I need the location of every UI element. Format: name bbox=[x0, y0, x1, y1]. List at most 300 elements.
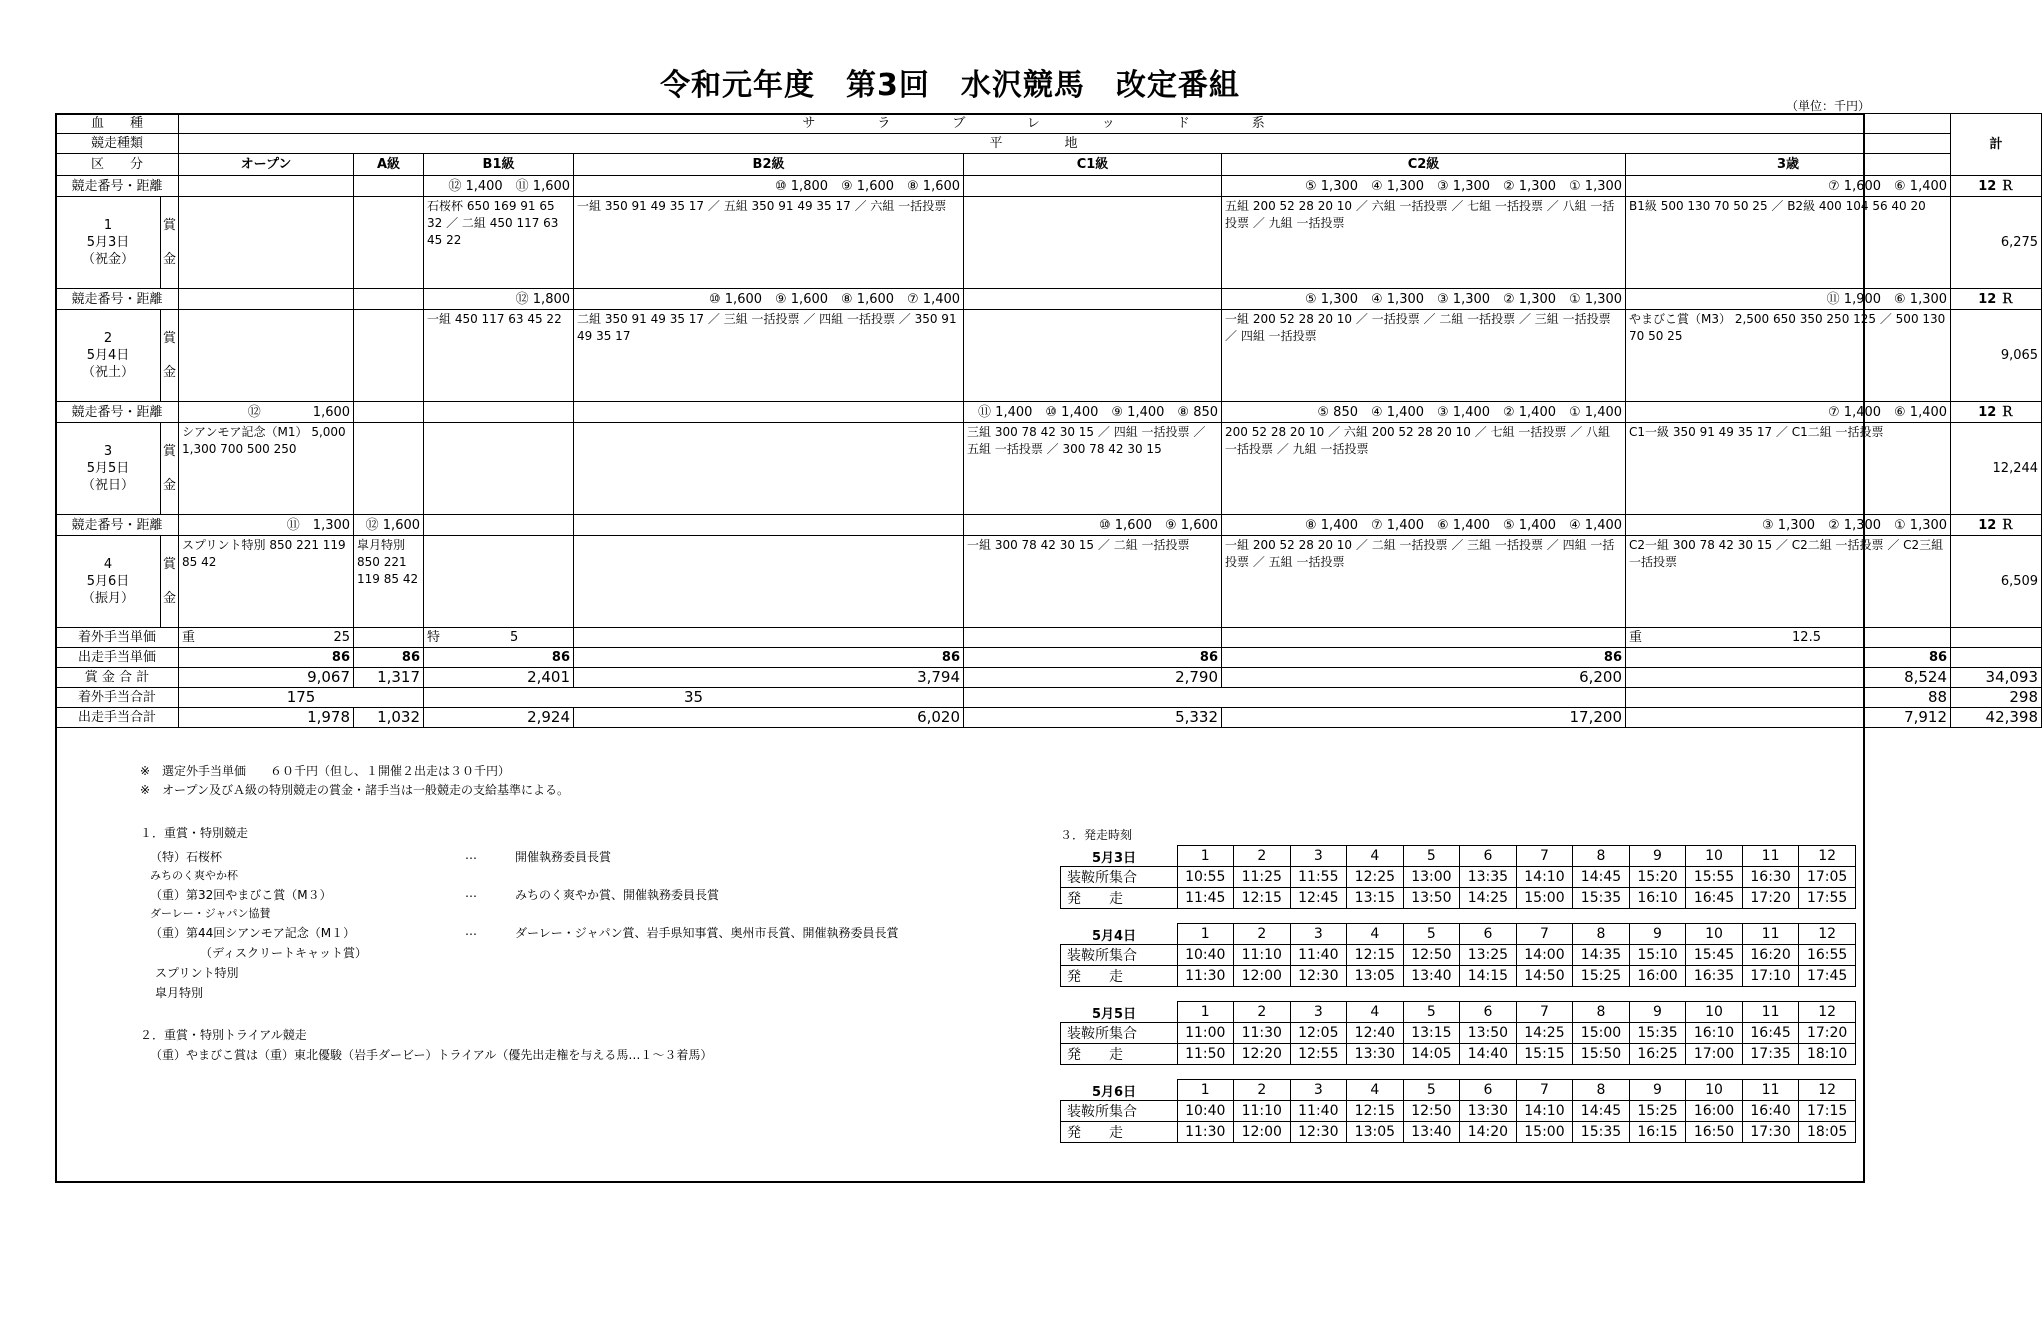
prize-cell bbox=[424, 536, 574, 628]
race-no: 8 bbox=[1573, 846, 1630, 867]
time: 16:45 bbox=[1742, 1023, 1799, 1044]
time: 16:45 bbox=[1686, 888, 1743, 909]
day-label bbox=[56, 310, 161, 402]
race-no: 9 bbox=[1629, 1080, 1686, 1101]
start-unit: 86 bbox=[354, 648, 424, 668]
time: 10:40 bbox=[1177, 1101, 1234, 1122]
prize-cell: 石桜杯 650 169 91 65 32 ／ 二組 450 117 63 45 22 bbox=[424, 197, 574, 289]
race-distance bbox=[574, 402, 964, 423]
time: 16:50 bbox=[1686, 1122, 1743, 1143]
time: 15:25 bbox=[1573, 966, 1630, 987]
prize-cell: B1級 500 130 70 50 25 ／ B2級 400 104 56 40 20 bbox=[1626, 197, 1951, 289]
time: 16:55 bbox=[1799, 945, 1856, 966]
time: 17:10 bbox=[1742, 966, 1799, 987]
time: 15:35 bbox=[1573, 888, 1630, 909]
class-c1: C1級 bbox=[964, 154, 1222, 176]
race-no: 1 bbox=[1177, 1080, 1234, 1101]
start-unit-total bbox=[1951, 648, 2042, 668]
bloodline-label: 血 種 bbox=[56, 114, 179, 134]
start-total: 6,020 bbox=[574, 708, 964, 728]
time: 13:40 bbox=[1403, 966, 1460, 987]
race-no: 10 bbox=[1686, 1080, 1743, 1101]
race-no-label: 競走番号・距離 bbox=[56, 289, 179, 310]
time: 16:40 bbox=[1742, 1101, 1799, 1122]
time: 11:30 bbox=[1234, 1023, 1291, 1044]
race-distance: ⑫ 1,400 ⑪ 1,600 bbox=[424, 176, 574, 197]
race-distance bbox=[964, 176, 1222, 197]
prize-label: 賞 金 bbox=[161, 197, 179, 289]
time: 18:10 bbox=[1799, 1044, 1856, 1065]
race-distance: ⑧ 1,400 ⑦ 1,400 ⑥ 1,400 ⑤ 1,400 ④ 1,400 bbox=[1222, 515, 1626, 536]
day-holiday: （祝土） bbox=[81, 365, 134, 380]
day-no: 2 bbox=[103, 331, 113, 346]
prize-cell: 皐月特別 850 221 119 85 42 bbox=[354, 536, 424, 628]
out-unit-total bbox=[1951, 628, 2042, 648]
time: 15:20 bbox=[1629, 867, 1686, 888]
day-total: 6,509 bbox=[1951, 536, 2042, 628]
time: 12:15 bbox=[1347, 1101, 1404, 1122]
race-no: 5 bbox=[1403, 1002, 1460, 1023]
time: 12:25 bbox=[1347, 867, 1404, 888]
day-total: 6,275 bbox=[1951, 197, 2042, 289]
time: 14:25 bbox=[1516, 1023, 1573, 1044]
start-unit: 86 bbox=[1626, 648, 1951, 668]
race-no: 7 bbox=[1516, 924, 1573, 945]
time: 11:55 bbox=[1290, 867, 1347, 888]
day-total: 12,244 bbox=[1951, 423, 2042, 515]
race-distance bbox=[354, 176, 424, 197]
out-total-c bbox=[964, 688, 1626, 708]
prize-total-label: 賞 金 合 計 bbox=[56, 668, 179, 688]
time: 11:45 bbox=[1177, 888, 1234, 909]
race-no: 9 bbox=[1629, 924, 1686, 945]
race-no-label: 競走番号・距離 bbox=[56, 402, 179, 423]
time: 16:35 bbox=[1686, 966, 1743, 987]
race-distance bbox=[424, 402, 574, 423]
start-unit: 86 bbox=[179, 648, 354, 668]
start-times-table-day2 bbox=[1060, 923, 1856, 987]
time: 13:05 bbox=[1347, 966, 1404, 987]
time: 11:10 bbox=[1234, 1101, 1291, 1122]
time: 11:30 bbox=[1177, 966, 1234, 987]
time: 15:50 bbox=[1573, 1044, 1630, 1065]
time: 11:25 bbox=[1234, 867, 1291, 888]
time: 14:00 bbox=[1516, 945, 1573, 966]
bloodline-value: サラブレッド系 bbox=[179, 114, 1951, 134]
start-label: 発 走 bbox=[1061, 888, 1178, 909]
race-no: 7 bbox=[1516, 1080, 1573, 1101]
time: 12:20 bbox=[1234, 1044, 1291, 1065]
race-distance bbox=[354, 402, 424, 423]
section-2-title: ２．重賞・特別トライアル競走 bbox=[140, 1028, 307, 1042]
start-unit: 86 bbox=[1222, 648, 1626, 668]
dots: … bbox=[465, 848, 477, 862]
race-no: 4 bbox=[1347, 1002, 1404, 1023]
time: 17:45 bbox=[1799, 966, 1856, 987]
race-distance: ⑩ 1,800 ⑨ 1,600 ⑧ 1,600 bbox=[574, 176, 964, 197]
out-total-b: 35 bbox=[424, 688, 964, 708]
time: 11:40 bbox=[1290, 1101, 1347, 1122]
prize-cell bbox=[354, 310, 424, 402]
start-times-title: ３．発走時刻 bbox=[1060, 828, 1133, 842]
time: 15:25 bbox=[1629, 1101, 1686, 1122]
special-race-3-sub: （ディスクリートキャット賞） bbox=[200, 946, 368, 960]
class-label: 区 分 bbox=[56, 154, 179, 176]
time: 16:15 bbox=[1629, 1122, 1686, 1143]
trial-race-note: （重）やまびこ賞は（重）東北優駿（岩手ダービー）トライアル（優先出走権を与える馬…１～３着馬） bbox=[150, 1048, 713, 1062]
prize-label: 賞 金 bbox=[161, 536, 179, 628]
race-no: 11 bbox=[1742, 1002, 1799, 1023]
gather-label: 装鞍所集合 bbox=[1061, 1023, 1178, 1044]
time: 17:55 bbox=[1799, 888, 1856, 909]
time: 11:40 bbox=[1290, 945, 1347, 966]
day-label bbox=[56, 197, 161, 289]
race-distance: ⑫ 1,600 bbox=[179, 402, 354, 423]
time: 15:00 bbox=[1516, 1122, 1573, 1143]
race-no: 4 bbox=[1347, 924, 1404, 945]
gather-label: 装鞍所集合 bbox=[1061, 945, 1178, 966]
race-no: 8 bbox=[1573, 1002, 1630, 1023]
time: 13:15 bbox=[1347, 888, 1404, 909]
race-no: 2 bbox=[1234, 924, 1291, 945]
start-times-table-day4 bbox=[1060, 1079, 1856, 1143]
time: 14:40 bbox=[1460, 1044, 1517, 1065]
time: 16:10 bbox=[1629, 888, 1686, 909]
sponsor-1: みちのく爽やか杯 bbox=[150, 869, 238, 882]
race-distance: ⑩ 1,600 ⑨ 1,600 ⑧ 1,600 ⑦ 1,400 bbox=[574, 289, 964, 310]
race-no: 3 bbox=[1290, 1080, 1347, 1101]
total-header: 計 bbox=[1951, 114, 2042, 176]
day-holiday: （祝日） bbox=[81, 478, 134, 493]
day-holiday: （振月） bbox=[81, 591, 134, 606]
race-distance: ⑩ 1,600 ⑨ 1,600 bbox=[964, 515, 1222, 536]
race-no: 11 bbox=[1742, 924, 1799, 945]
time: 16:00 bbox=[1629, 966, 1686, 987]
time: 14:45 bbox=[1573, 1101, 1630, 1122]
race-no: 6 bbox=[1460, 1002, 1517, 1023]
race-no: 5 bbox=[1403, 846, 1460, 867]
prize-cell: 200 52 28 20 10 ／ 六組 200 52 28 20 10 ／ 七組 一括投票 ／ 八組 一括投票 ／ 九組 一括投票 bbox=[1222, 423, 1626, 515]
race-no: 8 bbox=[1573, 924, 1630, 945]
st-day-label: 5月5日 bbox=[1092, 1007, 1137, 1022]
time: 14:05 bbox=[1403, 1044, 1460, 1065]
start-total-label: 出走手当合計 bbox=[56, 708, 179, 728]
time: 14:45 bbox=[1573, 867, 1630, 888]
time: 14:50 bbox=[1516, 966, 1573, 987]
award-3: ダーレー・ジャパン賞、岩手県知事賞、奥州市長賞、開催執務委員長賞 bbox=[515, 926, 899, 940]
race-no: 11 bbox=[1742, 846, 1799, 867]
time: 11:10 bbox=[1234, 945, 1291, 966]
special-race-1: （特）石桜杯 bbox=[150, 850, 223, 864]
time: 17:20 bbox=[1799, 1023, 1856, 1044]
day-total: 9,065 bbox=[1951, 310, 2042, 402]
race-no: 8 bbox=[1573, 1080, 1630, 1101]
class-a: A級 bbox=[354, 154, 424, 176]
time: 12:50 bbox=[1403, 1101, 1460, 1122]
gather-label: 装鞍所集合 bbox=[1061, 1101, 1178, 1122]
race-no: 5 bbox=[1403, 924, 1460, 945]
day-no: 3 bbox=[103, 444, 113, 459]
race-no: 9 bbox=[1629, 1002, 1686, 1023]
page-title: 令和元年度 第3回 水沢競馬 改定番組 bbox=[660, 68, 1240, 103]
special-race-4: スプリント特別 bbox=[155, 966, 239, 980]
race-no: 3 bbox=[1290, 924, 1347, 945]
time: 13:00 bbox=[1403, 867, 1460, 888]
race-distance bbox=[179, 289, 354, 310]
prize-cell: 五組 200 52 28 20 10 ／ 六組 一括投票 ／ 七組 一括投票 ／ 八組 一括投票 ／ 九組 一括投票 bbox=[1222, 197, 1626, 289]
time: 15:00 bbox=[1516, 888, 1573, 909]
time: 12:40 bbox=[1347, 1023, 1404, 1044]
time: 12:00 bbox=[1234, 1122, 1291, 1143]
race-no: 2 bbox=[1234, 1080, 1291, 1101]
race-no: 12 bbox=[1799, 924, 1856, 945]
time: 11:30 bbox=[1177, 1122, 1234, 1143]
time: 14:10 bbox=[1516, 1101, 1573, 1122]
prize-cell bbox=[424, 423, 574, 515]
race-distance bbox=[424, 515, 574, 536]
time: 12:15 bbox=[1347, 945, 1404, 966]
prize-cell: 二組 350 91 49 35 17 ／ 三組 一括投票 ／ 四組 一括投票 ／ 350 91 49 35 17 bbox=[574, 310, 964, 402]
prize-cell: 一組 450 117 63 45 22 bbox=[424, 310, 574, 402]
dots: … bbox=[465, 924, 477, 938]
time: 16:25 bbox=[1629, 1044, 1686, 1065]
prize-label: 賞 金 bbox=[161, 423, 179, 515]
prize-total: 1,317 bbox=[354, 668, 424, 688]
prize-cell bbox=[964, 197, 1222, 289]
time: 17:00 bbox=[1686, 1044, 1743, 1065]
prize-total: 6,200 bbox=[1222, 668, 1626, 688]
unit-note: （単位：千円） bbox=[1785, 99, 1870, 113]
time: 15:55 bbox=[1686, 867, 1743, 888]
prize-total: 2,790 bbox=[964, 668, 1222, 688]
prize-cell: 三組 300 78 42 30 15 ／ 四組 一括投票 ／ 五組 一括投票 ／ 300 78 42 30 15 bbox=[964, 423, 1222, 515]
prize-cell: やまびこ賞（M3） 2,500 650 350 250 125 ／ 500 130 70 50 25 bbox=[1626, 310, 1951, 402]
st-day-label: 5月4日 bbox=[1092, 929, 1137, 944]
prize-total: 3,794 bbox=[574, 668, 964, 688]
st-start-row bbox=[1061, 888, 1856, 909]
race-type-label: 競走種類 bbox=[56, 134, 179, 154]
race-distance bbox=[179, 176, 354, 197]
time: 11:00 bbox=[1177, 1023, 1234, 1044]
out-unit-b2 bbox=[574, 628, 964, 648]
day-date: 5月3日 bbox=[86, 235, 130, 250]
race-count: 12 Ｒ bbox=[1951, 176, 2042, 197]
race-type-value: 平地 bbox=[179, 134, 1951, 154]
race-no: 12 bbox=[1799, 1080, 1856, 1101]
class-b1: B1級 bbox=[424, 154, 574, 176]
time: 16:10 bbox=[1686, 1023, 1743, 1044]
race-no: 5 bbox=[1403, 1080, 1460, 1101]
time: 15:00 bbox=[1573, 1023, 1630, 1044]
race-count: 12 Ｒ bbox=[1951, 289, 2042, 310]
time: 12:55 bbox=[1290, 1044, 1347, 1065]
out-unit-a bbox=[354, 628, 424, 648]
note-1: ※ 選定外手当単価 ６０千円（但し、１開催２出走は３０千円） bbox=[140, 764, 511, 778]
race-distance: ⑦ 1,400 ⑥ 1,400 bbox=[1626, 402, 1951, 423]
out-unit-label: 着外手当単価 bbox=[56, 628, 179, 648]
time: 14:10 bbox=[1516, 867, 1573, 888]
time: 13:35 bbox=[1460, 867, 1517, 888]
time: 12:00 bbox=[1234, 966, 1291, 987]
prize-total: 9,067 bbox=[179, 668, 354, 688]
race-no: 12 bbox=[1799, 1002, 1856, 1023]
time: 17:05 bbox=[1799, 867, 1856, 888]
race-no: 11 bbox=[1742, 1080, 1799, 1101]
special-race-2: （重）第32回やまびこ賞（M３） bbox=[150, 888, 332, 902]
out-total-open-a: 175 bbox=[179, 688, 424, 708]
race-no: 1 bbox=[1177, 924, 1234, 945]
out-unit-open: 重 25 bbox=[179, 628, 354, 648]
day-label bbox=[56, 536, 161, 628]
dots: … bbox=[465, 886, 477, 900]
prize-cell: 一組 200 52 28 20 10 ／ 二組 一括投票 ／ 三組 一括投票 ／ 四組 一括投票 ／ 五組 一括投票 bbox=[1222, 536, 1626, 628]
start-total-grand: 42,398 bbox=[1951, 708, 2042, 728]
time: 13:25 bbox=[1460, 945, 1517, 966]
time: 13:15 bbox=[1403, 1023, 1460, 1044]
out-total-3yo: 88 bbox=[1626, 688, 1951, 708]
start-label: 発 走 bbox=[1061, 966, 1178, 987]
time: 15:10 bbox=[1629, 945, 1686, 966]
time: 13:05 bbox=[1347, 1122, 1404, 1143]
race-no: 7 bbox=[1516, 846, 1573, 867]
race-no: 9 bbox=[1629, 846, 1686, 867]
schedule-table bbox=[55, 113, 2042, 728]
out-unit-b1: 特 5 bbox=[424, 628, 574, 648]
race-no: 10 bbox=[1686, 1002, 1743, 1023]
race-no: 3 bbox=[1290, 1002, 1347, 1023]
time: 17:30 bbox=[1742, 1122, 1799, 1143]
start-total: 1,978 bbox=[179, 708, 354, 728]
prize-cell: 一組 200 52 28 20 10 ／ 一括投票 ／ 二組 一括投票 ／ 三組 一括投票 ／ 四組 一括投票 bbox=[1222, 310, 1626, 402]
st-day-label: 5月6日 bbox=[1092, 1085, 1137, 1100]
prize-total: 2,401 bbox=[424, 668, 574, 688]
race-distance: ⑤ 850 ④ 1,400 ③ 1,400 ② 1,400 ① 1,400 bbox=[1222, 402, 1626, 423]
time: 13:40 bbox=[1403, 1122, 1460, 1143]
special-race-5: 皐月特別 bbox=[155, 986, 204, 1000]
time: 16:30 bbox=[1742, 867, 1799, 888]
race-no: 4 bbox=[1347, 1080, 1404, 1101]
start-unit-label: 出走手当単価 bbox=[56, 648, 179, 668]
start-unit: 86 bbox=[964, 648, 1222, 668]
race-distance: ③ 1,300 ② 1,300 ① 1,300 bbox=[1626, 515, 1951, 536]
prize-label: 賞 金 bbox=[161, 310, 179, 402]
class-b2: B2級 bbox=[574, 154, 964, 176]
special-race-3: （重）第44回シアンモア記念（M１） bbox=[150, 926, 356, 940]
start-total: 1,032 bbox=[354, 708, 424, 728]
gather-label: 装鞍所集合 bbox=[1061, 867, 1178, 888]
time: 17:20 bbox=[1742, 888, 1799, 909]
time: 15:45 bbox=[1686, 945, 1743, 966]
time: 17:35 bbox=[1742, 1044, 1799, 1065]
time: 12:50 bbox=[1403, 945, 1460, 966]
award-1: 開催執務委員長賞 bbox=[515, 850, 612, 864]
start-times-table-day3 bbox=[1060, 1001, 1856, 1065]
race-distance: ⑤ 1,300 ④ 1,300 ③ 1,300 ② 1,300 ① 1,300 bbox=[1222, 176, 1626, 197]
award-2: みちのく爽やか賞、開催執務委員長賞 bbox=[515, 888, 720, 902]
out-unit-c1 bbox=[964, 628, 1222, 648]
st-header-row bbox=[1061, 846, 1856, 867]
prize-cell bbox=[574, 536, 964, 628]
st-day-label: 5月3日 bbox=[1092, 851, 1137, 866]
time: 14:25 bbox=[1460, 888, 1517, 909]
time: 10:40 bbox=[1177, 945, 1234, 966]
st-gather-row bbox=[1061, 867, 1856, 888]
out-unit-3yo: 重 12.5 bbox=[1626, 628, 1951, 648]
race-no: 3 bbox=[1290, 846, 1347, 867]
time: 10:55 bbox=[1177, 867, 1234, 888]
race-distance: ⑫ 1,600 bbox=[354, 515, 424, 536]
prize-cell bbox=[354, 197, 424, 289]
time: 14:35 bbox=[1573, 945, 1630, 966]
time: 15:35 bbox=[1629, 1023, 1686, 1044]
race-distance bbox=[354, 289, 424, 310]
prize-cell: 一組 350 91 49 35 17 ／ 五組 350 91 49 35 17 ／ 六組 一括投票 bbox=[574, 197, 964, 289]
race-no: 6 bbox=[1460, 1080, 1517, 1101]
prize-cell bbox=[354, 423, 424, 515]
time: 14:15 bbox=[1460, 966, 1517, 987]
time: 13:30 bbox=[1460, 1101, 1517, 1122]
time: 17:15 bbox=[1799, 1101, 1856, 1122]
notes-block bbox=[140, 762, 1040, 800]
time: 12:30 bbox=[1290, 1122, 1347, 1143]
note-2: ※ オープン及びＡ級の特別競走の賞金・諸手当は一般競走の支給基準による。 bbox=[140, 783, 569, 797]
time: 13:50 bbox=[1403, 888, 1460, 909]
special-races-block bbox=[140, 824, 1040, 843]
time: 12:45 bbox=[1290, 888, 1347, 909]
day-date: 5月6日 bbox=[86, 574, 130, 589]
prize-cell: スプリント特別 850 221 119 85 42 bbox=[179, 536, 354, 628]
prize-cell bbox=[179, 197, 354, 289]
start-total: 2,924 bbox=[424, 708, 574, 728]
race-no: 2 bbox=[1234, 846, 1291, 867]
time: 16:20 bbox=[1742, 945, 1799, 966]
race-count: 12 Ｒ bbox=[1951, 515, 2042, 536]
time: 13:30 bbox=[1347, 1044, 1404, 1065]
out-unit-c2 bbox=[1222, 628, 1626, 648]
prize-cell: シアンモア記念（M1） 5,000 1,300 700 500 250 bbox=[179, 423, 354, 515]
race-distance: ⑤ 1,300 ④ 1,300 ③ 1,300 ② 1,300 ① 1,300 bbox=[1222, 289, 1626, 310]
race-no-label: 競走番号・距離 bbox=[56, 176, 179, 197]
race-no: 6 bbox=[1460, 924, 1517, 945]
prize-cell: 一組 300 78 42 30 15 ／ 二組 一括投票 bbox=[964, 536, 1222, 628]
prize-cell: C2一組 300 78 42 30 15 ／ C2二組 一括投票 ／ C2三組 一括投票 bbox=[1626, 536, 1951, 628]
prize-total-grand: 34,093 bbox=[1951, 668, 2042, 688]
time: 11:50 bbox=[1177, 1044, 1234, 1065]
race-no: 4 bbox=[1347, 846, 1404, 867]
day-date: 5月5日 bbox=[86, 461, 130, 476]
start-total: 5,332 bbox=[964, 708, 1222, 728]
time: 14:20 bbox=[1460, 1122, 1517, 1143]
class-3yo: 3歳 bbox=[1626, 154, 1951, 176]
race-distance: ⑪ 1,300 bbox=[179, 515, 354, 536]
start-unit: 86 bbox=[574, 648, 964, 668]
time: 18:05 bbox=[1799, 1122, 1856, 1143]
start-label: 発 走 bbox=[1061, 1122, 1178, 1143]
start-unit: 86 bbox=[424, 648, 574, 668]
race-distance: ⑪ 1,400 ⑩ 1,400 ⑨ 1,400 ⑧ 850 bbox=[964, 402, 1222, 423]
race-no: 10 bbox=[1686, 924, 1743, 945]
race-no: 6 bbox=[1460, 846, 1517, 867]
day-holiday: （祝金） bbox=[81, 252, 134, 267]
race-no-label: 競走番号・距離 bbox=[56, 515, 179, 536]
race-no: 12 bbox=[1799, 846, 1856, 867]
prize-cell bbox=[964, 310, 1222, 402]
day-date: 5月4日 bbox=[86, 348, 130, 363]
race-distance: ⑦ 1,600 ⑥ 1,400 bbox=[1626, 176, 1951, 197]
day-label bbox=[56, 423, 161, 515]
time: 12:30 bbox=[1290, 966, 1347, 987]
class-open: オープン bbox=[179, 154, 354, 176]
